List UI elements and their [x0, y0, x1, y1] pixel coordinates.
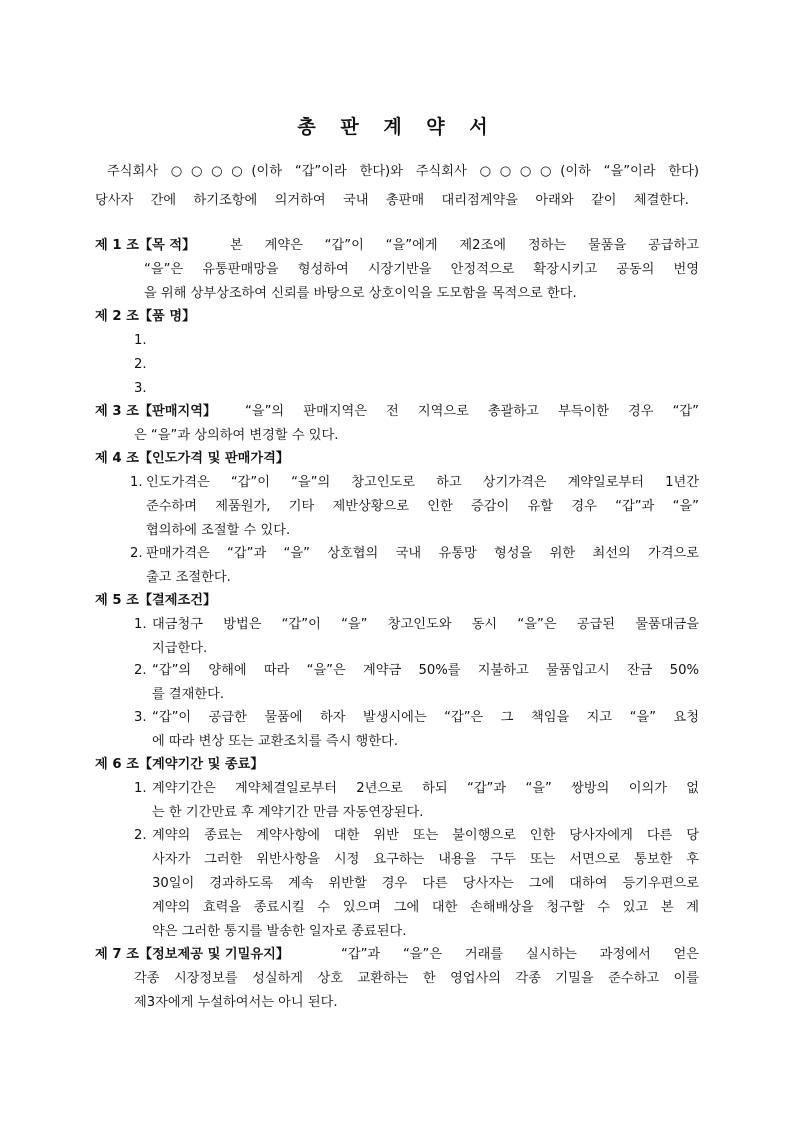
article-5-item-1-number: 1. — [134, 617, 147, 632]
article-5-item-3-number: 3. — [134, 710, 147, 725]
article-1-line-3: 을 위해 상부상조하여 신뢰를 바탕으로 상호이익을 도모함을 목적으로 한다. — [144, 286, 577, 301]
article-4-item-1-number: 1. — [130, 475, 143, 490]
article-3-line-1: “을”의 판매지역은 전 지역으로 총괄하고 부득이한 경우 “갑” — [245, 404, 699, 419]
article-4-item-1-line-2: 준수하며 제품원가, 기타 제반상황으로 인한 증감이 유할 경우 “갑”과 “을” — [146, 499, 699, 514]
article-5-label: 제 5 조【결제조건】 — [95, 593, 217, 608]
article-6-item-2-line-3: 30일이 경과하도록 계속 위반할 경우 다른 당사자는 그에 대하여 등기우편으로 — [152, 876, 699, 891]
article-6-item-1-line-2: 는 한 기간만료 후 계약기간 만큼 자동연장된다. — [152, 805, 424, 820]
article-6-item-2-number: 2. — [134, 828, 147, 843]
article-6-item-2-line-1: 계약의 종료는 계약사항에 대한 위반 또는 불이행으로 인한 당사자에게 다른 당 — [152, 828, 699, 843]
article-2-item-2: 2. — [134, 357, 147, 372]
article-6-item-2-line-4: 계약의 효력을 종료시킬 수 있으며 그에 대한 손해배상을 청구할 수 있고 본 계 — [152, 900, 699, 915]
article-6-item-1-number: 1. — [134, 781, 147, 796]
article-4-item-1-line-3: 협의하에 조절할 수 있다. — [146, 523, 291, 538]
article-4-item-2-line-2: 출고 조절한다. — [146, 570, 231, 585]
article-1-line-1: 본 계약은 “갑”이 “을”에게 제2조에 정하는 물품을 공급하고 — [230, 238, 699, 253]
article-3-label: 제 3 조【판매지역】 — [95, 404, 217, 419]
article-7-label: 제 7 조【정보제공 및 기밀유지】 — [95, 947, 290, 962]
article-5-item-3-line-2: 에 따라 변상 또는 교환조치를 즉시 행한다. — [152, 734, 398, 749]
article-5-item-1-line-2: 지급한다. — [152, 641, 208, 656]
article-1-line-2: “을”은 유통판매망을 형성하여 시장기반을 안정적으로 확장시키고 공동의 번영 — [144, 262, 699, 277]
article-4-item-2-line-1: 판매가격은 “갑”과 “을” 상호협의 국내 유통망 형성을 위한 최선의 가격으로 — [146, 546, 699, 561]
article-7-line-1: “갑”과 “을”은 거래를 실시하는 과정에서 얻은 — [341, 947, 699, 962]
article-5-item-2-line-1: “갑”의 양해에 따라 “을”은 계약금 50%를 지불하고 물품입고시 잔금 50% — [152, 663, 699, 678]
article-5-item-1-line-1: 대금청구 방법은 “갑”이 “을” 창고인도와 동시 “을”은 공급된 물품대금을 — [152, 617, 699, 632]
article-6-item-2-line-5: 약은 그러한 통지를 발송한 일자로 종료된다. — [152, 924, 407, 939]
article-5-item-3-line-1: “갑”이 공급한 물품에 하자 발생시에는 “갑”은 그 책임을 지고 “을” 요청 — [152, 710, 699, 725]
article-6-item-1-line-1: 계약기간은 계약체결일로부터 2년으로 하되 “갑”과 “을” 쌍방의 이의가 없 — [152, 781, 699, 796]
article-5-item-2-number: 2. — [134, 663, 147, 678]
article-5-item-2-line-2: 를 결재한다. — [152, 687, 225, 702]
article-2-item-3: 3. — [134, 381, 147, 396]
article-6-item-2-line-2: 사자가 그러한 위반사항을 시정 요구하는 내용을 구두 또는 서면으로 통보한 후 — [152, 852, 699, 867]
intro-line-2: 당사자 간에 하기조항에 의거하여 국내 총판매 대리점계약을 아래와 같이 체결한다. — [95, 193, 689, 208]
article-4-label: 제 4 조【인도가격 및 판매가격】 — [95, 451, 290, 466]
article-7-line-2: 각종 시장정보를 성실하게 상호 교환하는 한 영업사의 각종 기밀을 준수하고 이를 — [134, 971, 699, 986]
article-2-item-1: 1. — [134, 333, 147, 348]
article-1-label: 제 1 조【목 적】 — [95, 238, 196, 253]
intro-line-1: 주식회사 ○○○○(이하 “갑”이라 한다)와 주식회사 ○○○○(이하 “을”이라 한다) — [107, 164, 699, 179]
article-7-line-3: 제3자에게 누설하여서는 아니 된다. — [134, 995, 338, 1010]
article-3-line-2: 은 “을”과 상의하여 변경할 수 있다. — [134, 428, 339, 443]
article-4-item-2-number: 2. — [130, 546, 143, 561]
document-title: 총 판 계 약 서 — [297, 116, 497, 138]
article-4-item-1-line-1: 인도가격은 “갑”이 “을”의 창고인도로 하고 상기가격은 계약일로부터 1년간 — [146, 475, 699, 490]
article-6-label: 제 6 조【계약기간 및 종료】 — [95, 757, 264, 772]
article-2-label: 제 2 조【품 명】 — [95, 309, 196, 324]
